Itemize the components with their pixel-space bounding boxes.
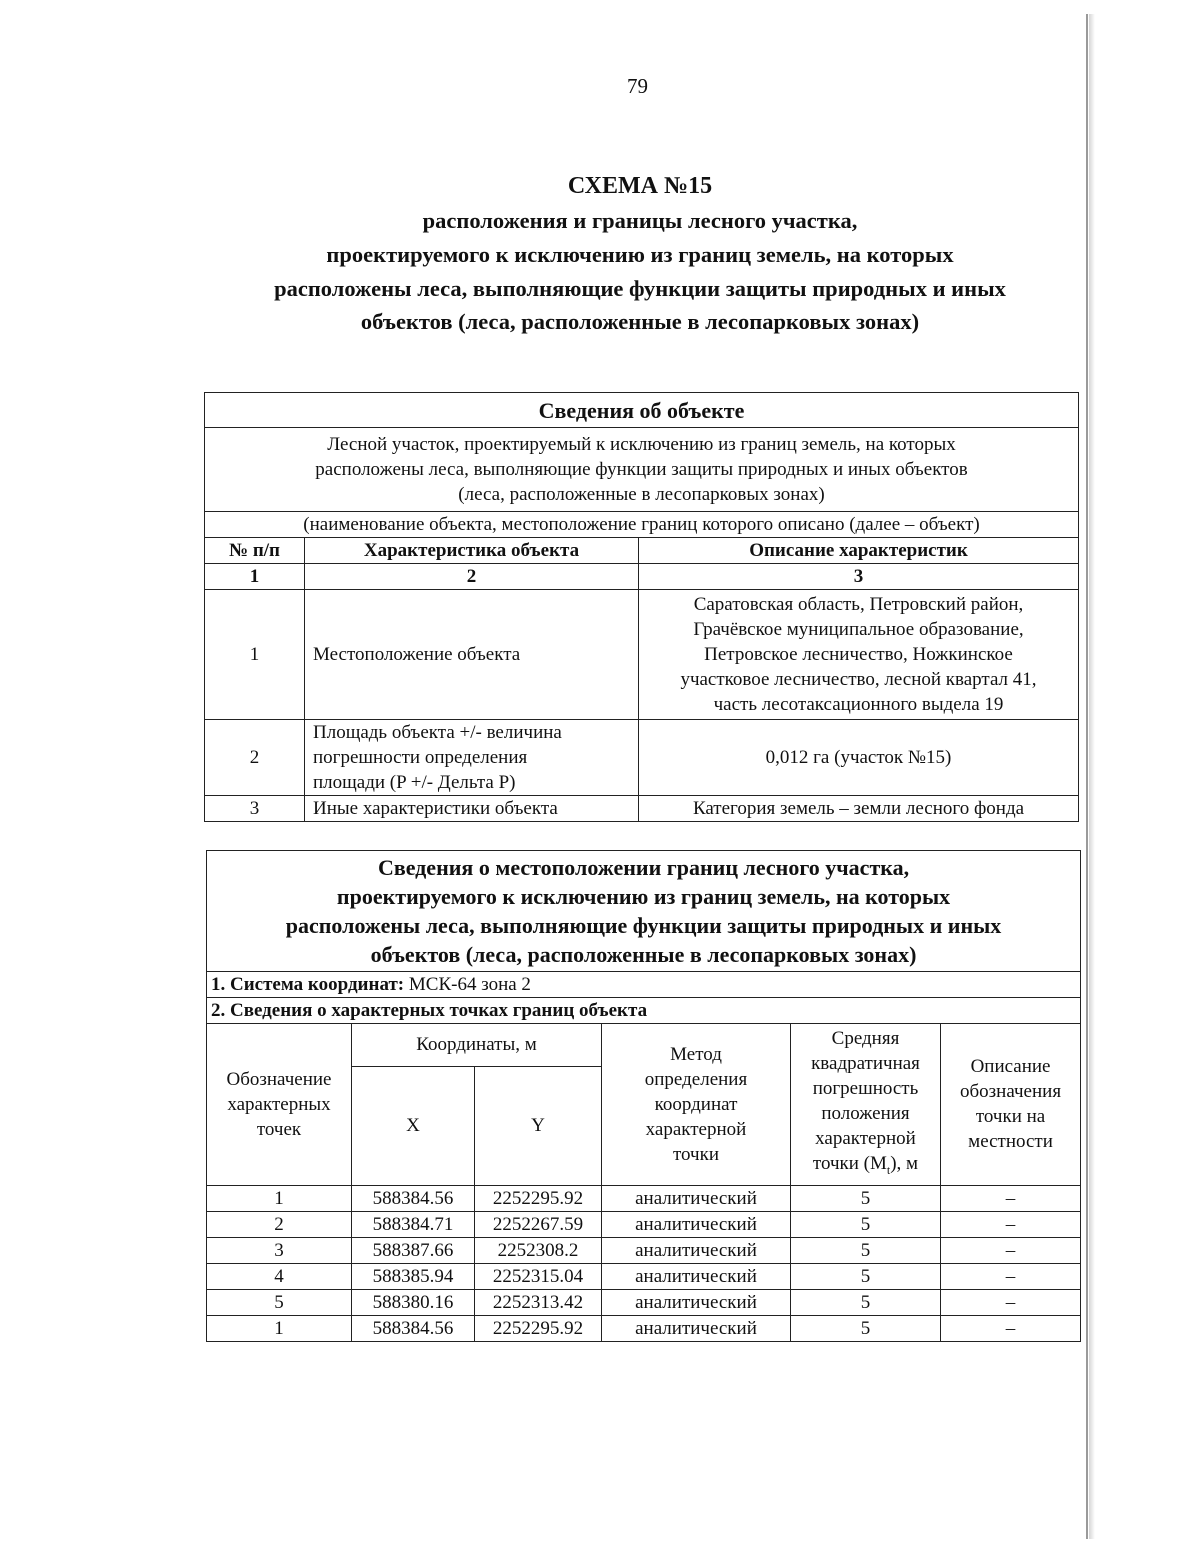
point-x: 588385.94	[352, 1263, 475, 1289]
point-method: аналитический	[602, 1237, 791, 1263]
point-id: 1	[207, 1315, 352, 1341]
point-row	[207, 1263, 1081, 1289]
col-header-coords: Координаты, м	[352, 1024, 602, 1067]
point-method: аналитический	[602, 1315, 791, 1341]
title-line-4: объектов (леса, расположенные в лесопарковых зонах)	[360, 309, 920, 335]
header-line: характерных	[227, 1093, 331, 1115]
point-y: 2252295.92	[475, 1185, 602, 1211]
point-row	[207, 1185, 1081, 1211]
object-name-cell	[205, 428, 1079, 512]
point-id: 4	[207, 1263, 352, 1289]
point-row	[207, 1315, 1081, 1341]
coord-system-row	[207, 972, 1081, 998]
point-id: 3	[207, 1237, 352, 1263]
header-line	[795, 1151, 936, 1183]
header-subscript: t	[886, 1162, 891, 1177]
point-error: 5	[791, 1289, 941, 1315]
boundary-table-heading	[207, 851, 1081, 972]
row-num: 2	[205, 720, 305, 796]
boundary-heading-line: проектируемого к исключению из границ земель, на которых	[336, 884, 951, 909]
object-table-heading: Сведения об объекте	[205, 393, 1079, 428]
point-error: 5	[791, 1315, 941, 1341]
point-y: 2252267.59	[475, 1211, 602, 1237]
scheme-title: СХЕМА №15	[567, 173, 713, 199]
point-id: 1	[207, 1185, 352, 1211]
header-line: координат	[654, 1093, 738, 1115]
coord-system-value: МСК-64 зона 2	[404, 974, 531, 995]
point-error: 5	[791, 1263, 941, 1289]
boundary-heading-line: Сведения о местоположении границ лесного участка,	[377, 855, 910, 880]
point-x: 588384.71	[352, 1211, 475, 1237]
header-line: точки	[672, 1143, 719, 1165]
header-line: характерной	[815, 1128, 916, 1149]
header-line: обозначения	[959, 1081, 1062, 1103]
point-y: 2252295.92	[475, 1315, 602, 1341]
col-header-method	[602, 1024, 791, 1186]
point-method: аналитический	[602, 1263, 791, 1289]
point-x: 588387.66	[352, 1237, 475, 1263]
point-method: аналитический	[602, 1185, 791, 1211]
col-header-y: Y	[475, 1066, 602, 1185]
header-line: Обозначение	[226, 1068, 332, 1090]
title-line-1: расположения и границы лесного участка,	[422, 208, 858, 233]
point-row	[207, 1289, 1081, 1315]
point-error: 5	[791, 1211, 941, 1237]
point-y: 2252315.04	[475, 1263, 602, 1289]
table-row	[205, 720, 1079, 796]
col-number: 1	[205, 564, 305, 590]
characteristic-line: площади (P +/- Дельта P)	[313, 772, 516, 793]
page-edge-line	[1086, 14, 1088, 1539]
point-desc: –	[941, 1211, 1081, 1237]
description-line: участковое лесничество, лесной квартал 41,	[680, 669, 1037, 690]
header-line: точки на	[975, 1106, 1046, 1128]
points-heading: 2. Сведения о характерных точках границ объекта	[207, 998, 1081, 1024]
col-number: 2	[305, 564, 639, 590]
description-line: Саратовская область, Петровский район,	[693, 594, 1024, 615]
object-name-line: (леса, расположенные в лесопарковых зонах)	[458, 484, 825, 505]
point-x: 588384.56	[352, 1315, 475, 1341]
header-line: местности	[968, 1131, 1053, 1153]
table-row	[205, 796, 1079, 822]
row-description: Категория земель – земли лесного фонда	[639, 796, 1079, 822]
point-id: 2	[207, 1211, 352, 1237]
point-method: аналитический	[602, 1211, 791, 1237]
row-characteristic	[305, 720, 639, 796]
col-header-x: X	[352, 1066, 475, 1185]
col-header-num: № п/п	[205, 538, 305, 564]
point-desc: –	[941, 1315, 1081, 1341]
row-description: 0,012 га (участок №15)	[639, 720, 1079, 796]
point-error: 5	[791, 1185, 941, 1211]
object-name-line: расположены леса, выполняющие функции защиты природных и иных объектов	[315, 459, 968, 480]
object-info-table	[204, 392, 1079, 822]
boundary-points-table	[206, 850, 1081, 1342]
point-row	[207, 1211, 1081, 1237]
header-line: квадратичная	[811, 1053, 920, 1074]
point-desc: –	[941, 1289, 1081, 1315]
point-desc: –	[941, 1263, 1081, 1289]
header-line: Описание	[970, 1056, 1051, 1078]
characteristic-line: погрешности определения	[313, 747, 528, 768]
col-number: 3	[639, 564, 1079, 590]
col-header-characteristic: Характеристика объекта	[305, 538, 639, 564]
point-id: 5	[207, 1289, 352, 1315]
point-method: аналитический	[602, 1289, 791, 1315]
point-y: 2252308.2	[475, 1237, 602, 1263]
header-line: Метод	[670, 1043, 722, 1065]
col-header-error	[791, 1024, 941, 1186]
description-line: Грачёвское муниципальное образование,	[693, 619, 1024, 640]
row-characteristic: Иные характеристики объекта	[305, 796, 639, 822]
header-line: положения	[821, 1103, 910, 1124]
page-number: 79	[627, 74, 648, 98]
point-x: 588380.16	[352, 1289, 475, 1315]
object-name-line: Лесной участок, проектируемый к исключению из границ земель, на которых	[327, 434, 956, 455]
page-edge-shadow	[1089, 14, 1095, 1539]
col-header-desc	[941, 1024, 1081, 1186]
row-num: 1	[205, 590, 305, 720]
description-line: часть лесотаксационного выдела 19	[713, 694, 1004, 715]
header-line: точек	[256, 1118, 302, 1140]
point-y: 2252313.42	[475, 1289, 602, 1315]
row-num: 3	[205, 796, 305, 822]
point-desc: –	[941, 1185, 1081, 1211]
header-line: характерной	[645, 1118, 747, 1140]
characteristic-line: Площадь объекта +/- величина	[313, 722, 562, 743]
row-characteristic: Местоположение объекта	[305, 590, 639, 720]
col-header-description: Описание характеристик	[639, 538, 1079, 564]
col-header-point	[207, 1024, 352, 1186]
boundary-heading-line: расположены леса, выполняющие функции защиты природных и иных	[285, 913, 1002, 938]
description-line: Петровское лесничество, Ножкинское	[704, 644, 1013, 665]
object-caption: (наименование объекта, местоположение границ которого описано (далее – объект)	[205, 512, 1079, 538]
table-row	[205, 590, 1079, 720]
document-title	[195, 168, 1085, 339]
title-line-2: проектируемого к исключению из границ земель, на которых	[326, 241, 954, 267]
point-x: 588384.56	[352, 1185, 475, 1211]
header-line: Средняя	[831, 1028, 900, 1049]
title-line-3: расположены леса, выполняющие функции защиты природных и иных	[274, 275, 1006, 301]
header-line: определения	[644, 1068, 748, 1090]
header-fragment: точки (M	[812, 1153, 887, 1174]
coord-system-label: 1. Система координат:	[211, 974, 405, 995]
row-description	[639, 590, 1079, 720]
point-row	[207, 1237, 1081, 1263]
header-fragment: ), м	[890, 1153, 919, 1174]
header-line: погрешность	[812, 1078, 919, 1099]
point-desc: –	[941, 1237, 1081, 1263]
boundary-heading-line: объектов (леса, расположенные в лесопарковых зонах)	[370, 942, 917, 967]
point-error: 5	[791, 1237, 941, 1263]
